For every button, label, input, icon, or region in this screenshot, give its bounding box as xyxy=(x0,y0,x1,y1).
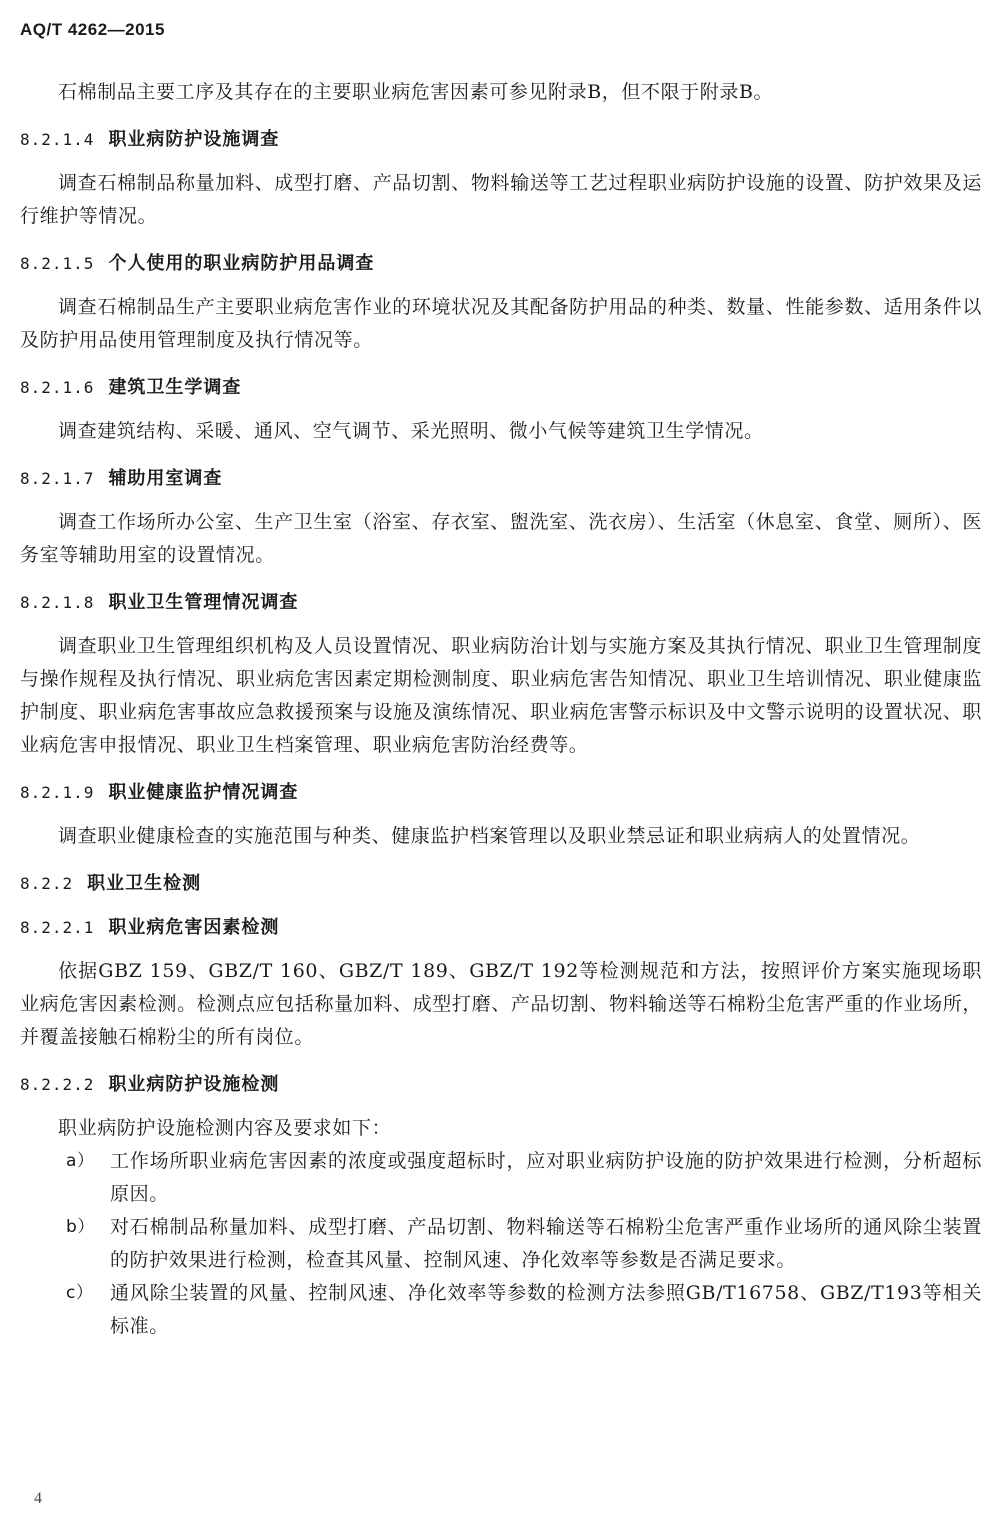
list-item-text: 工作场所职业病危害因素的浓度或强度超标时，应对职业病防护设施的防护效果进行检测，分析超标原因。 xyxy=(110,1150,982,1205)
section-heading xyxy=(20,590,982,616)
list-item xyxy=(20,1145,982,1211)
section-title: 职业健康监护情况调查 xyxy=(108,782,299,803)
list-item xyxy=(20,1277,982,1343)
list-item-marker: a） xyxy=(66,1151,95,1171)
section-heading xyxy=(20,915,982,941)
standard-code-header: AQ/T 4262—2015 xyxy=(20,20,165,39)
section-title: 职业病防护设施调查 xyxy=(108,129,280,150)
section-heading xyxy=(20,127,982,153)
section-heading xyxy=(20,1072,982,1098)
section-paragraph: 调查职业健康检查的实施范围与种类、健康监护档案管理以及职业禁忌证和职业病病人的处置情况。 xyxy=(58,825,921,847)
section-title: 职业病防护设施检测 xyxy=(108,1074,280,1095)
list-item-marker: b） xyxy=(66,1217,95,1237)
section-number: 8.2.1.4 xyxy=(20,130,95,149)
section-heading xyxy=(20,780,982,806)
section-title: 职业病危害因素检测 xyxy=(108,917,280,938)
section-number: 8.2.1.7 xyxy=(20,469,95,488)
document-body xyxy=(20,76,982,1343)
section-paragraph: 调查工作场所办公室、生产卫生室（浴室、存衣室、盥洗室、洗衣房）、生活室（休息室、食堂、厕所）、医务室等辅助用室的设置情况。 xyxy=(20,511,982,566)
list-item-text: 通风除尘装置的风量、控制风速、净化效率等参数的检测方法参照GB/T16758、GBZ/T193等相关标准。 xyxy=(110,1282,982,1337)
section-paragraph: 调查石棉制品称量加料、成型打磨、产品切割、物料输送等工艺过程职业病防护设施的设置、防护效果及运行维护等情况。 xyxy=(20,172,982,227)
section-title: 职业卫生管理情况调查 xyxy=(108,592,299,613)
section-number: 8.2.1.9 xyxy=(20,783,95,802)
section-paragraph: 调查建筑结构、采暖、通风、空气调节、采光照明、微小气候等建筑卫生学情况。 xyxy=(58,420,764,442)
section-number: 8.2.2.1 xyxy=(20,918,95,937)
sections-container xyxy=(20,127,982,1145)
requirement-list xyxy=(20,1145,982,1343)
section-title: 个人使用的职业病防护用品调查 xyxy=(108,253,375,274)
section-number: 8.2.1.5 xyxy=(20,254,95,273)
section-paragraph: 依据GBZ 159、GBZ/T 160、GBZ/T 189、GBZ/T 192等检测规范和方法，按照评价方案实施现场职业病危害因素检测。检测点应包括称量加料、成型打磨、产品切割、物料输送等石棉粉尘危害严重的作业场所，并覆盖接触石棉粉尘的所有岗位。 xyxy=(20,960,982,1048)
intro-paragraph: 石棉制品主要工序及其存在的主要职业病危害因素可参见附录B，但不限于附录B。 xyxy=(58,81,774,103)
page-number: 4 xyxy=(34,1490,42,1507)
section-number: 8.2.2 xyxy=(20,874,74,893)
section-heading xyxy=(20,375,982,401)
list-item xyxy=(20,1211,982,1277)
section-heading xyxy=(20,466,982,492)
section-number: 8.2.1.8 xyxy=(20,593,95,612)
section-paragraph: 职业病防护设施检测内容及要求如下： xyxy=(58,1117,392,1139)
section-paragraph: 调查石棉制品生产主要职业病危害作业的环境状况及其配备防护用品的种类、数量、性能参数、适用条件以及防护用品使用管理制度及执行情况等。 xyxy=(20,296,982,351)
section-number: 8.2.2.2 xyxy=(20,1075,95,1094)
section-title: 辅助用室调查 xyxy=(108,468,223,489)
section-heading xyxy=(20,871,982,897)
list-item-text: 对石棉制品称量加料、成型打磨、产品切割、物料输送等石棉粉尘危害严重作业场所的通风除尘装置的防护效果进行检测，检查其风量、控制风速、净化效率等参数是否满足要求。 xyxy=(110,1216,982,1271)
section-paragraph: 调查职业卫生管理组织机构及人员设置情况、职业病防治计划与实施方案及其执行情况、职业卫生管理制度与操作规程及执行情况、职业病危害因素定期检测制度、职业病危害告知情况、职业卫生培训情况、职业健康监护制度、职业病危害事故应急救援预案与设施及演练情况、职业病危害警示标识及中文警示说明的设置状况、职业病危害申报情况、职业卫生档案管理、职业病危害防治经费等。 xyxy=(20,635,982,756)
section-number: 8.2.1.6 xyxy=(20,378,95,397)
section-title: 建筑卫生学调查 xyxy=(108,377,242,398)
list-item-marker: c） xyxy=(66,1283,94,1303)
section-heading xyxy=(20,251,982,277)
section-title: 职业卫生检测 xyxy=(87,873,202,894)
